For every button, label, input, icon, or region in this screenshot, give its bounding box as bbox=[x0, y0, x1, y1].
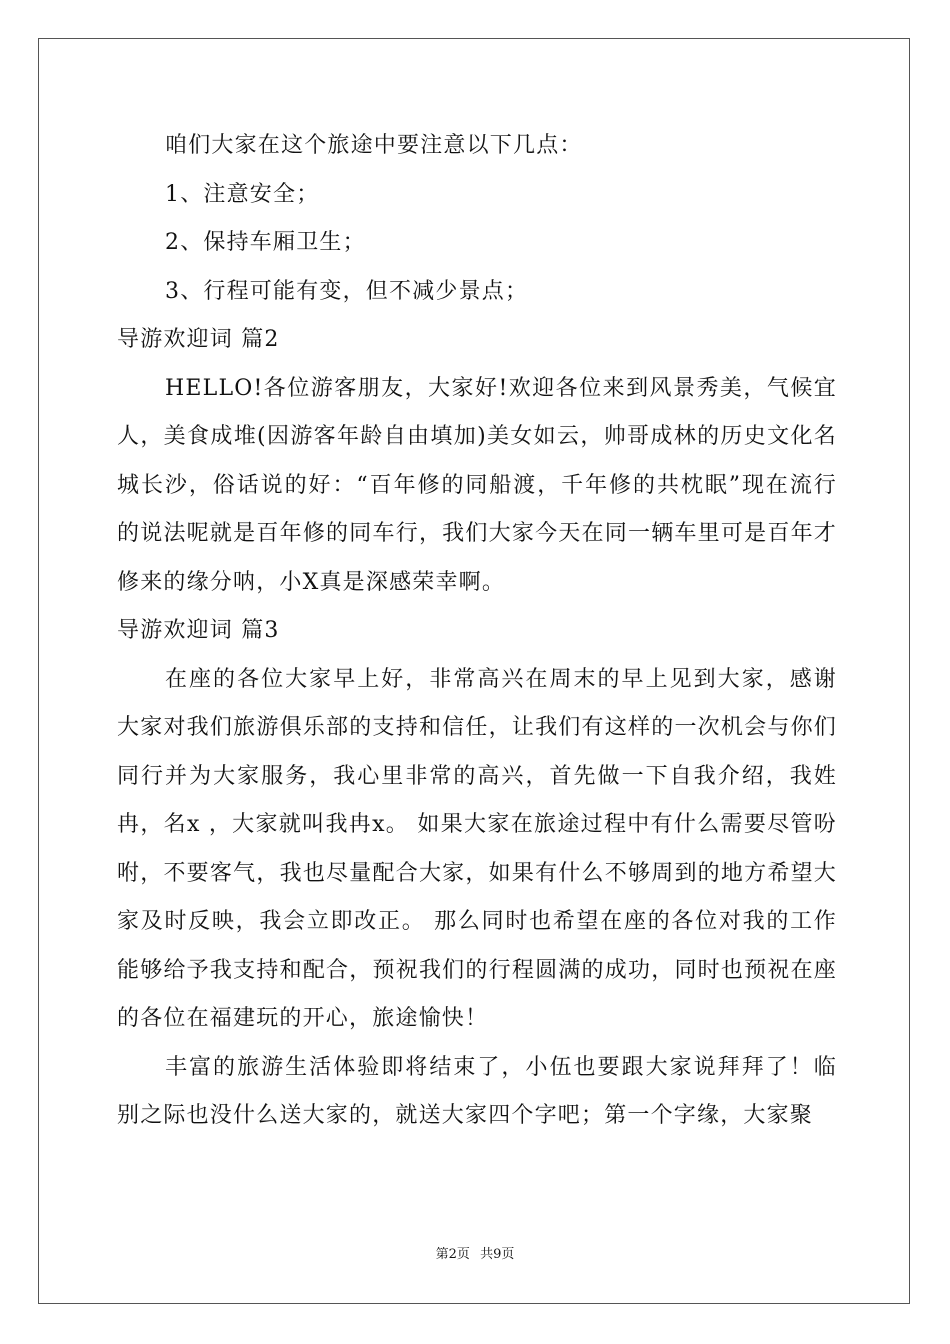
paragraph: HELLO!各位游客朋友，大家好!欢迎各位来到风景秀美，气候宜人，美食成堆(因游客年龄自由填加)美女如云，帅哥成林的历史文化名城长沙，俗话说的好：“百年修的同船渡，千年修的共枕眠”现在流行的说法呢就是百年修的同车行，我们大家今天在同一辆车里可是百年才修来的缘分呐，小X真是深感荣幸啊。 bbox=[117, 375, 837, 595]
section-heading: 导游欢迎词 篇3 bbox=[117, 618, 280, 643]
list-item: 2、保持车厢卫生； bbox=[165, 230, 366, 255]
page-total: 共9页 bbox=[480, 1247, 515, 1262]
list-item: 1、注意安全； bbox=[165, 181, 320, 207]
page-number: 第2页 bbox=[435, 1247, 470, 1262]
paragraph: 咱们大家在这个旅途中要注意以下几点： bbox=[165, 133, 583, 158]
page-footer bbox=[0, 1243, 950, 1262]
paragraph: 在座的各位大家早上好，非常高兴在周末的早上见到大家，感谢大家对我们旅游俱乐部的支持和信任，让我们有这样的一次机会与你们同行并为大家服务，我心里非常的高兴，首先做一下自我介绍，我姓冉，名x ，大家就叫我冉x。 如果大家在旅途过程中有什么需要尽管吩咐，不要客气，我也尽量配合大家，如果有什么不够周到的地方希望大家及时反映，我会立即改正。 那么同时也希望在座的各位对我的工作能够给予我支持和配合，预祝我们的行程圆满的成功，同时也预祝在座的各位在福建玩的开心，旅途愉快！ bbox=[117, 666, 837, 1031]
document-body bbox=[117, 122, 837, 1141]
list-item: 3、行程可能有变，但不减少景点； bbox=[165, 278, 529, 304]
section-heading: 导游欢迎词 篇2 bbox=[117, 327, 280, 352]
paragraph: 丰富的旅游生活体验即将结束了，小伍也要跟大家说拜拜了！临别之际也没什么送大家的，就送大家四个字吧；第一个字缘，大家聚 bbox=[117, 1054, 837, 1128]
